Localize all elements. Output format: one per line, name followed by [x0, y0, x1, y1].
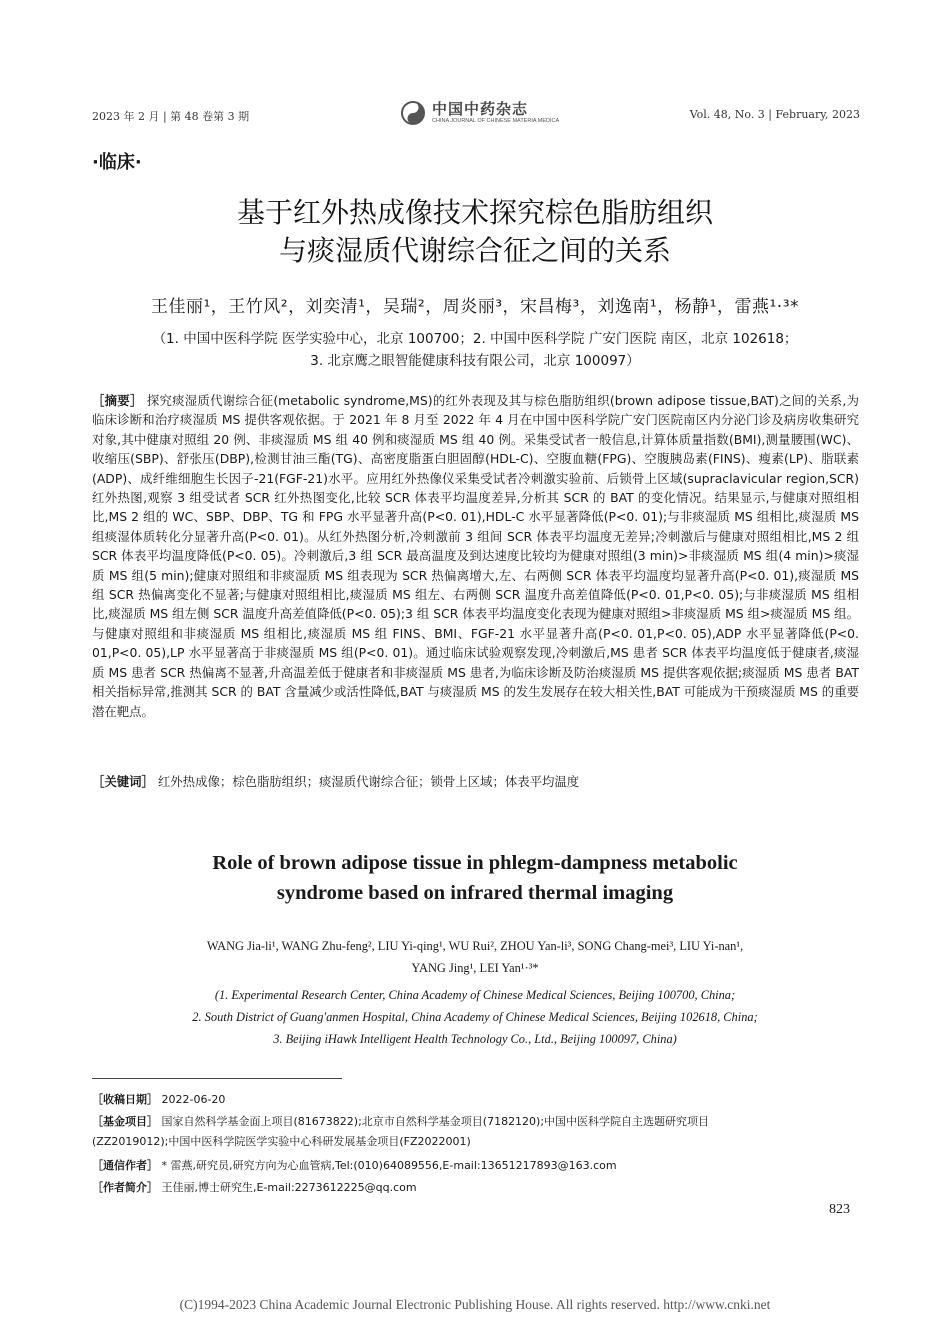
affiliations-cn-line-2: 3. 北京鹰之眼智能健康科技有限公司，北京 100097）: [310, 353, 640, 369]
footnote-corresponding: [92, 1156, 859, 1176]
title-cn-line-2: 与痰湿质代谢综合征之间的关系: [278, 234, 671, 267]
footnote-divider: [92, 1078, 342, 1079]
fund-text-line-2: (ZZ2019012);中国中医科学院医学实验中心科研发展基金项目(FZ2022001): [92, 1135, 471, 1148]
section-heading: ·临床·: [92, 152, 142, 173]
journal-name-en: CHINA JOURNAL OF CHINESE MATERIA MEDICA: [432, 118, 560, 124]
copyright-notice: (C)1994-2023 China Academic Journal Electronic Publishing House. All rights reserved. http://www.cnki.net: [179, 1297, 771, 1312]
title-en: [92, 848, 858, 908]
corresponding-label: ［通信作者］: [92, 1159, 158, 1172]
footnote-received: [92, 1090, 859, 1110]
author-text: 王佳丽,博士研究生,E-mail:2273612225@qq.com: [161, 1181, 417, 1194]
fund-label: ［基金项目］: [92, 1115, 158, 1128]
journal-name-cn: 中国中药杂志: [432, 100, 529, 118]
authors-en-line-2: YANG Jing¹, LEI Yan¹·³*: [411, 961, 539, 975]
received-date: 2022-06-20: [161, 1093, 226, 1106]
authors-en: [92, 935, 858, 979]
footnote-author: [92, 1178, 859, 1198]
corresponding-text: * 雷燕,研究员,研究方向为心血管病,Tel:(010)64089556,E-mail:13651217893@163.com: [161, 1159, 617, 1172]
title-cn-line-1: 基于红外热成像技术探究棕色脂肪组织: [236, 196, 713, 229]
received-label: ［收稿日期］: [92, 1093, 158, 1106]
affiliations-en-line-2: 2. South District of Guang'anmen Hospital, China Academy of Chinese Medical Sciences, Beijing 102618, China;: [192, 1010, 758, 1024]
volume-info: Vol. 48, No. 3 | February, 2023: [689, 108, 860, 121]
authors-en-line-1: WANG Jia-li¹, WANG Zhu-feng², LIU Yi-qing¹, WU Rui², ZHOU Yan-li³, SONG Chang-mei³, LIU Yi-nan¹,: [206, 939, 744, 953]
title-en-line-1: Role of brown adipose tissue in phlegm-dampness metabolic: [212, 852, 738, 874]
keywords: [92, 772, 859, 790]
taiji-logo-icon: [400, 100, 426, 126]
abstract-label: ［摘要］: [92, 393, 143, 408]
keywords-text: 红外热成像；棕色脂肪组织；痰湿质代谢综合征；锁骨上区域；体表平均温度: [157, 774, 580, 789]
keywords-label: ［关键词］: [92, 774, 154, 789]
fund-text-line-1: 国家自然科学基金面上项目(81673822);北京市自然科学基金项目(7182120);中国中医科学院自主选题研究项目: [161, 1115, 710, 1128]
footnote-fund: [92, 1112, 859, 1132]
abstract: [92, 391, 859, 721]
journal-logo: [400, 100, 559, 126]
authors-cn: 王佳丽¹，王竹风²，刘奕清¹，吴瑞²，周炎丽³，宋昌梅³，刘逸南¹，杨静¹，雷燕¹·³*: [150, 297, 800, 317]
issue-info: 2023 年 2 月 | 第 48 卷第 3 期: [92, 110, 250, 123]
affiliations-en-line-1: (1. Experimental Research Center, China Academy of Chinese Medical Sciences, Beijing 100700, China;: [214, 988, 736, 1002]
author-label: ［作者简介］: [92, 1181, 158, 1194]
abstract-text: 探究痰湿质代谢综合征(metabolic syndrome,MS)的红外表现及其与棕色脂肪组织(brown adipose tissue,BAT)之间的关系,为临床诊断和治疗痰湿质 MS 提供客观依据。于 2021 年 8 月至 2022 年 4 月在中国中医科学院广安门医院南区内分泌门诊及病房收集研究对象,其中健康对照组 20 例、非痰湿质 MS 组 40 例和痰湿质 MS 组 40 例。采集受试者一般信息,计算体质量指数(BMI),测量腰围(WC)、收缩压(SBP)、舒张压(DBP),检测甘油三酯(TG)、高密度脂蛋白胆固醇(HDL-C)、空腹血糖(FPG)、空腹胰岛素(FINS)、瘦素(LP)、脂联素(ADP)、成纤维细胞生长因子-21(FGF-21)水平。应用红外热像仪采集受试者冷刺激实验前、后锁骨上区域(supraclavicular region,SCR)红外热图,观察 3 组受试者 SCR 红外热图变化,比较 SCR 体表平均温度差异,分析其 SCR 的 BAT 的变化情况。结果显示,与健康对照组相比,MS 2 组的 WC、SBP、DBP、TG 和 FPG 水平显著升高(P<0. 01),HDL-C 水平显著降低(P<0. 01);与非痰湿质 MS 组相比,痰湿质 MS 组痰湿体质转化分显著升高(P<0. 01)。从红外热图分析,冷刺激前 3 组间 SCR 体表平均温度无差异;冷刺激后与健康对照组相比,MS 2 组 SCR 体表平均温度降低(P<0. 05)。冷刺激后,3 组 SCR 最高温度及到达速度比较均为健康对照组(3 min)>非痰湿质 MS 组(4 min)>痰湿质 MS 组(5 min);健康对照组和非痰湿质 MS 组表现为 SCR 热偏离增大,左、右两侧 SCR 体表平均温度均显著升高(P<0. 01),痰湿质 MS 组 SCR 热偏离变化不显著;与健康对照组相比,痰湿质 MS 组左、右两侧 SCR 温度升高差值降低(P<0. 01,P<0. 05);与非痰湿质 MS 组相比,痰湿质 MS 组左侧 SCR 温度升高差值降低(P<0. 05);3 组 SCR 体表平均温度变化表现为健康对照组>非痰湿质 MS 组>痰湿质 MS 组。与健康对照组和非痰湿质 MS 组相比,痰湿质 MS 组 FINS、BMI、FGF-21 水平显著升高(P<0. 01,P<0. 05),ADP 水平显著降低(P<0. 01,P<0. 05),LP 水平显著高于非痰湿质 MS 组(P<0. 01)。通过临床试验观察发现,冷刺激后,MS 患者 SCR 体表平均温度低于健康者,痰湿质 MS 患者 SCR 热偏离不显著,升高温差低于健康者和非痰湿质 MS 患者,为临床诊断及防治痰湿质 MS 提供客观依据;痰湿质 MS 患者 BAT 相关指标异常,推测其 SCR 的 BAT 含量减少或活性降低,BAT 与痰湿质 MS 的发生发展存在较大相关性,BAT 可能成为干预痰湿质 MS 的重要潜在靶点。: [92, 393, 859, 719]
affiliations-en-line-3: 3. Beijing iHawk Intelligent Health Technology Co., Ltd., Beijing 100097, China): [273, 1032, 677, 1046]
page-number: 823: [829, 1202, 850, 1217]
affiliations-cn-line-1: （1. 中国中医科学院 医学实验中心，北京 100700；2. 中国中医科学院 广安门医院 南区，北京 102618；: [152, 331, 798, 347]
title-en-line-2: syndrome based on infrared thermal imaging: [276, 882, 674, 904]
